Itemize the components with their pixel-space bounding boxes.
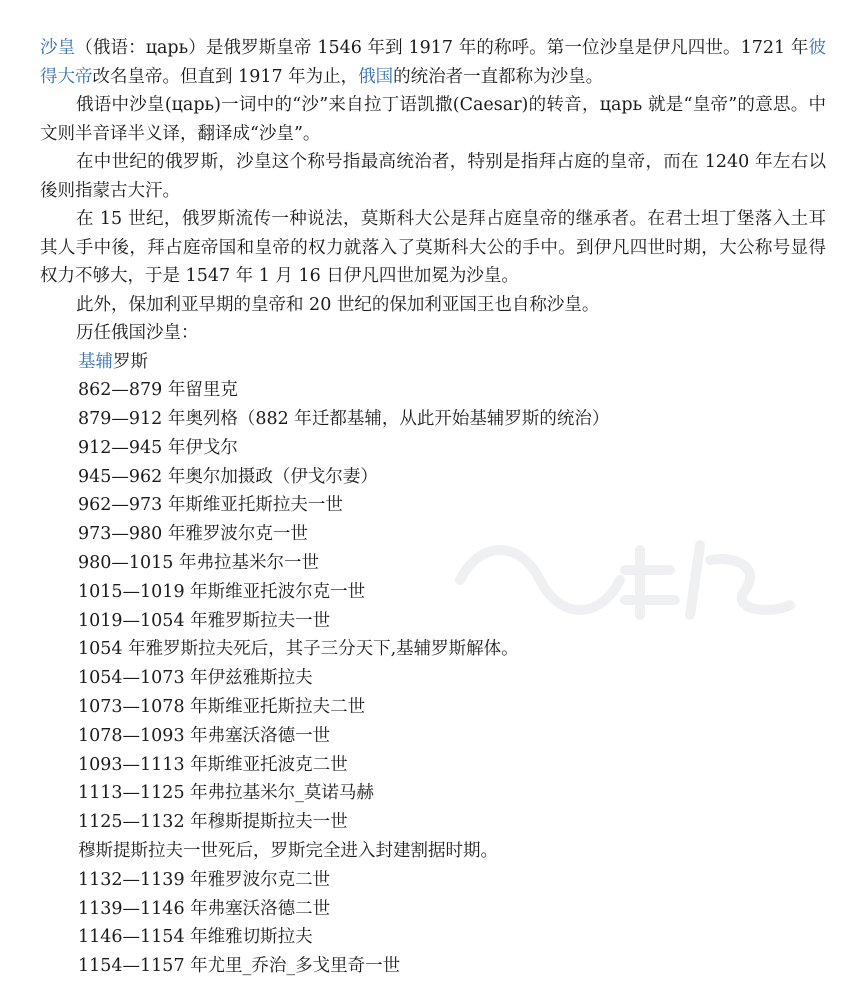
list-item: 穆斯提斯拉夫一世死后，罗斯完全进入封建割据时期。	[78, 841, 498, 862]
list-item: 1054 年雅罗斯拉夫死后，其子三分天下,基辅罗斯解体。	[78, 639, 519, 660]
paragraph-intro	[40, 34, 826, 91]
link-peter-the-great[interactable]: 彼得大帝	[40, 38, 826, 87]
article-body	[40, 34, 826, 981]
paragraph-medieval: 在中世纪的俄罗斯，沙皇这个称号指最高统治者，特别是指拜占庭的皇帝，而在 1240 年左右以後则指蒙古大汗。	[40, 152, 826, 201]
list-item: 1054—1073 年伊兹雅斯拉夫	[78, 668, 313, 689]
list-item: 1132—1139 年雅罗波尔克二世	[78, 869, 331, 890]
list-item: 973—980 年雅罗波尔克一世	[78, 524, 308, 545]
list-item: 945—962 年奥尔加摄政（伊戈尔妻）	[78, 466, 378, 487]
list-item: 879—912 年奥列格（882 年迁都基辅，从此开始基辅罗斯的统治）	[78, 409, 610, 430]
paragraph-bulgaria: 此外，保加利亚早期的皇帝和 20 世纪的保加利亚国王也自称沙皇。	[76, 294, 600, 315]
section-title-rest: 罗斯	[113, 351, 148, 372]
intro-text-1: （俄语：царь）是俄罗斯皇帝 1546 年到 1917 年的称呼。第一位沙皇是伊凡四世。1721 年	[75, 38, 809, 58]
paragraph-etymology: 俄语中沙皇(царь)一词中的“沙”来自拉丁语凯撒(Caesar)的转音，царь 就是“皇帝”的意思。中文则半音译半义译，翻译成“沙皇”。	[40, 95, 826, 144]
list-item: 1146—1154 年维雅切斯拉夫	[78, 927, 313, 948]
list-item: 1154—1157 年尤里_乔治_多戈里奇一世	[78, 956, 401, 977]
list-item: 1113—1125 年弗拉基米尔_莫诺马赫	[78, 783, 374, 804]
list-item: 912—945 年伊戈尔	[78, 437, 238, 458]
list-item: 1125—1132 年穆斯提斯拉夫一世	[78, 812, 348, 833]
list-item: 1015—1019 年斯维亚托波尔克一世	[78, 581, 366, 602]
list-item: 980—1015 年弗拉基米尔一世	[78, 553, 320, 574]
paragraph-15th-century: 在 15 世纪，俄罗斯流传一种说法，莫斯科大公是拜占庭皇帝的继承者。在君士坦丁堡落入土耳其人手中後，拜占庭帝国和皇帝的权力就落入了莫斯科大公的手中。到伊凡四世时期，大公称号显得权力不够大，于是 1547 年 1 月 16 日伊凡四世加冕为沙皇。	[40, 209, 826, 286]
list-item: 1093—1113 年斯维亚托波克二世	[78, 754, 348, 775]
intro-text-3: 的统治者一直都称为沙皇。	[393, 66, 604, 87]
intro-text-2: 改名皇帝。但直到 1917 年为止，	[92, 66, 359, 87]
list-item: 1019—1054 年雅罗斯拉夫一世	[78, 610, 331, 631]
paragraph-list-heading: 历任俄国沙皇：	[76, 323, 199, 343]
list-item: 962—973 年斯维亚托斯拉夫一世	[78, 495, 343, 516]
ruler-list	[40, 348, 826, 982]
link-shahuang[interactable]: 沙皇	[40, 38, 76, 58]
list-item: 1078—1093 年弗塞沃洛德一世	[78, 725, 331, 746]
link-kiev[interactable]: 基辅	[78, 351, 113, 372]
link-russia[interactable]: 俄国	[358, 66, 394, 87]
list-item: 1139—1146 年弗塞沃洛德二世	[78, 898, 331, 919]
section-title-kievan-rus	[78, 348, 826, 377]
list-item: 862—879 年留里克	[78, 380, 238, 401]
list-item: 1073—1078 年斯维亚托斯拉夫二世	[78, 697, 366, 718]
